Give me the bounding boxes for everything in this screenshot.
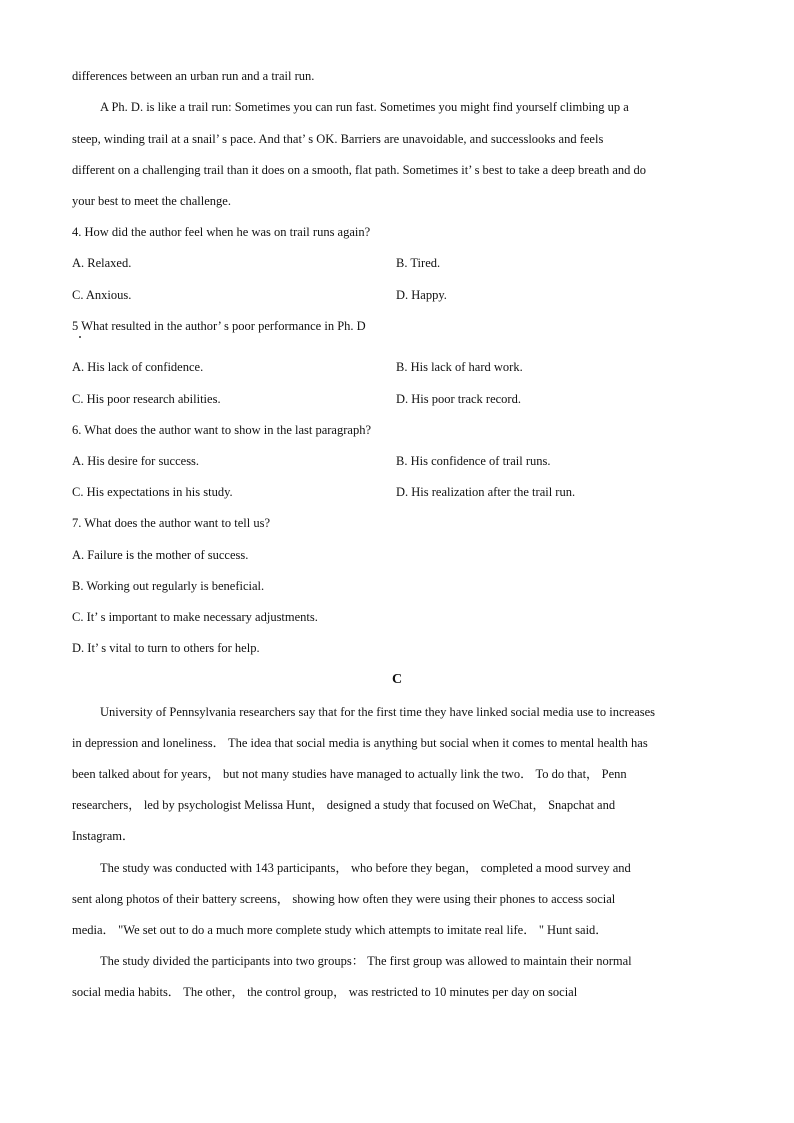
passage-line: your best to meet the challenge.	[72, 194, 231, 208]
passage-line: The study divided the participants into two groups： The first group was allowed to maintain their normal	[100, 954, 632, 968]
passage-line: The study was conducted with 143 participants， who before they began， completed a mood survey and	[100, 861, 631, 875]
question-option: B. His lack of hard work.	[396, 360, 523, 374]
section-heading: C	[391, 672, 403, 687]
question-option: C. His poor research abilities.	[72, 392, 221, 406]
question-option: D. His poor track record.	[396, 392, 521, 406]
question-option: A. Failure is the mother of success.	[72, 548, 249, 562]
passage-line: in depression and loneliness． The idea that social media is anything but social when it comes to mental health has	[72, 736, 648, 750]
question-stem: 5 What resulted in the author’ s poor performance in Ph. D	[72, 319, 366, 333]
question-option: C. It’ s important to make necessary adjustments.	[72, 610, 318, 624]
question-option: D. Happy.	[396, 288, 447, 302]
question-option: B. Tired.	[396, 256, 441, 270]
question-option: D. His realization after the trail run.	[396, 485, 576, 499]
passage-line: A Ph. D. is like a trail run: Sometimes you can run fast. Sometimes you might find yourself climbing up a	[100, 100, 629, 114]
question-option: D. It’ s vital to turn to others for help.	[72, 641, 260, 655]
passage-line: sent along photos of their battery screens， showing how often they were using their phones to access social	[72, 892, 616, 906]
passage-line: steep, winding trail at a snail’ s pace. And that’ s OK. Barriers are unavoidable, and successlooks and feels	[72, 132, 604, 146]
passage-line: University of Pennsylvania researchers say that for the first time they have linked social media use to increases	[100, 705, 656, 719]
question-option: B. His confidence of trail runs.	[396, 454, 551, 468]
passage-line: media． "We set out to do a much more complete study which attempts to imitate real life． " Hunt said．	[72, 923, 608, 937]
passage-line: differences between an urban run and a trail run.	[72, 69, 315, 83]
question-stem: 4. How did the author feel when he was on trail runs again?	[72, 225, 371, 239]
question-option: A. His desire for success.	[72, 454, 200, 468]
question-option: A. Relaxed.	[72, 256, 132, 270]
passage-line: different on a challenging trail than it does on a smooth, flat path. Sometimes it’ s best to take a deep breath and do	[72, 163, 647, 177]
question-stem: 7. What does the author want to tell us?	[72, 516, 270, 530]
passage-line: Instagram．	[72, 829, 135, 843]
question-option: B. Working out regularly is beneficial.	[72, 579, 265, 593]
question-option: C. His expectations in his study.	[72, 485, 233, 499]
stray-dot	[79, 336, 81, 338]
question-option: A. His lack of confidence.	[72, 360, 204, 374]
passage-line: social media habits． The other， the control group， was restricted to 10 minutes per day on social	[72, 985, 578, 999]
question-stem: 6. What does the author want to show in the last paragraph?	[72, 423, 371, 437]
passage-line: researchers， led by psychologist Melissa Hunt， designed a study that focused on WeChat， Snapchat and	[72, 798, 616, 812]
question-option: C. Anxious.	[72, 288, 132, 302]
passage-line: been talked about for years， but not many studies have managed to actually link the two． To do that， Penn	[72, 767, 627, 781]
